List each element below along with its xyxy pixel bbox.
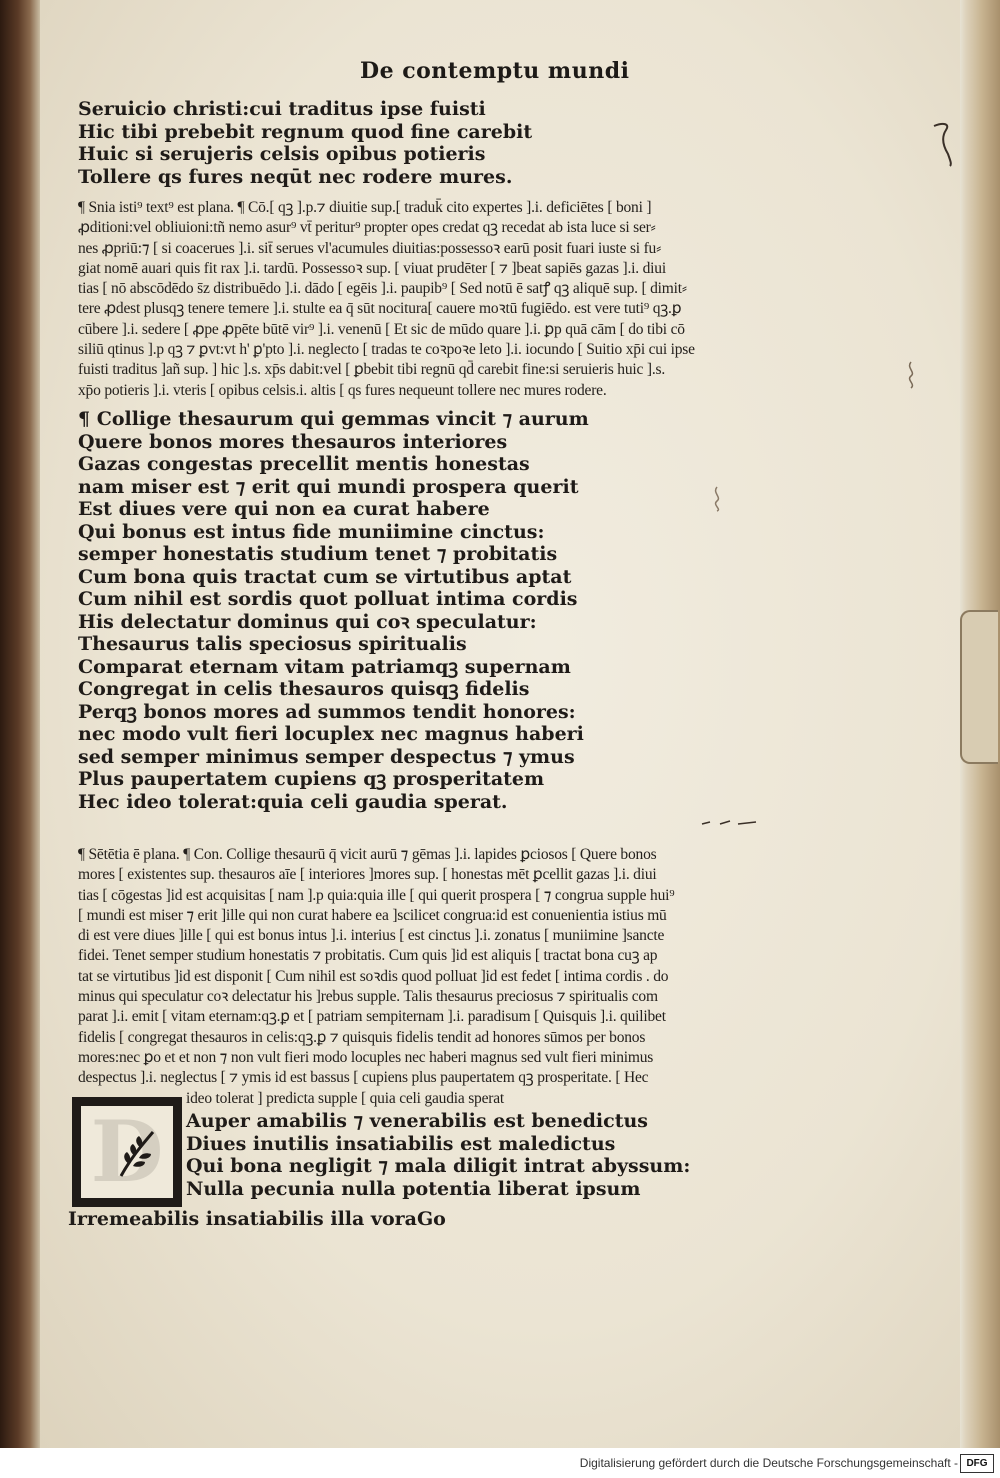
verse-line: His delectatur dominus qui coꝛ speculatur: — [78, 610, 537, 633]
verse-line: nam miser est ⁊ erit qui mundi prospera querit — [78, 475, 579, 498]
verse-line: Plus paupertatem cupiens qꝫ prosperitatem — [78, 768, 545, 790]
gloss-line: mores [ existentes sup. thesauros aīe [ interiores ]mores sup. [ honestas mēt ꝑcellit gazas ].i. diui — [78, 866, 657, 884]
gloss-line: fidelis [ congregat thesauros in celis:qꝫ.ꝑ ⁊ quisquis fidelis tendit ad honores sūmos per bonos — [78, 1028, 646, 1046]
verse-line: Thesaurus talis speciosus spiritualis — [78, 633, 467, 655]
gloss-line: tere ꝓdest plusqꝫ tenere temere ].i. stulte ea q̄ sūt nocitura[ cauere moꝛtū fugiēdo. est vere tuti⁹ qꝫ.ꝑ — [78, 300, 682, 318]
verse-line: Gazas congestas precellit mentis honestas — [78, 453, 530, 475]
dfg-logo: DFG — [960, 1454, 994, 1473]
gloss-line: ¶ Sētētia ē plana. ¶ Con. Collige thesaurū q̄ vicit aurū ⁊ gēmas ].i. lapides ꝑciosos [ Quere bonos — [78, 846, 657, 863]
gloss-line: minus qui speculatur coꝛ delectatur his ]rebus supple. Talis thesaurus preciosus ⁊ spiritualis com — [78, 988, 658, 1006]
verse-line: Nulla pecunia nulla potentia liberat ipsum — [186, 1177, 641, 1200]
marginal-pen-mark — [902, 360, 920, 390]
book-binding — [0, 0, 40, 1448]
verse-line: Quere bonos mores thesauros interiores — [78, 430, 508, 453]
decorated-initial — [72, 1097, 182, 1207]
verse-line: Cum nihil est sordis quot polluat intima cordis — [78, 588, 578, 610]
funding-credit: Digitalisierung gefördert durch die Deutsche Forschungsgemeinschaft - — [579, 1456, 958, 1470]
verse-block-1 — [78, 98, 638, 188]
gloss-line: parat ].i. emit [ vitam eternam:qꝫ.ꝑ et [ patriam sempiternam ].i. paradisum [ Quisquis ].i. quilibet — [78, 1008, 666, 1026]
verse-line: nec modo vult fieri locuplex nec magnus haberi — [78, 723, 584, 745]
gloss-line: siliū qtinus ].p qꝫ ⁊ ꝑvt:vt h' ꝑ'pto ].i. neglecto [ tradas te coꝛpoꝛe leto ].i. iocundo [ Suitio xp̄i cui ipse — [78, 341, 695, 359]
digitization-footer — [0, 1448, 1000, 1478]
marginal-pen-mark — [700, 816, 760, 832]
gloss-line: mores:nec ꝑo et et non ⁊ non vult fieri modo locuples nec haberi magnus sed vult fieri minimus — [78, 1048, 654, 1066]
verse-line: sed semper minimus semper despectus ⁊ ymus — [78, 745, 575, 768]
verse-line: Hic tibi prebebit regnum quod fine carebit — [78, 120, 533, 143]
gloss-line: nes ꝓpriū:⁊ [ si coacerues ].i. sit̄ serues vl'acumules diuitias:possessoꝛ earū posit fuari iuste si fu⸗ — [78, 239, 662, 257]
verse-line: ¶ Collige thesaurum qui gemmas vincit ⁊ aurum — [78, 408, 589, 430]
initial-letter: D — [90, 1102, 164, 1201]
gloss-line: di est vere diues ]ille [ qui est bonus intus ].i. interius [ est cinctus ].i. zonatus [ muniimine ]sancte — [78, 927, 665, 945]
verse-line: Cum bona quis tractat cum se virtutibus aptat — [78, 565, 572, 588]
gloss-line: tias [ nō abscōdēdo s̄z distribuēdo ].i. dādo [ egēis ].i. paupib⁹ [ Sed notū ē satꝭ qꝫ aliquē sup. [ dimit⸗ — [78, 280, 687, 298]
gloss-block-2 — [78, 845, 868, 1109]
verse-line: Qui bona negligit ⁊ mala diligit intrat abyssum: — [186, 1155, 691, 1177]
marginal-pen-mark — [708, 485, 726, 513]
gloss-line: giat nomē auari quis fit rax ].i. tardū. Possessoꝛ sup. [ viuat prudēter [ ⁊ ]beat sapiēs gazas ].i. diui — [78, 259, 666, 277]
verse-line: Comparat eternam vitam patriamqꝫ supernam — [78, 655, 571, 678]
verse-line: Est diues vere qui non ea curat habere — [78, 498, 490, 520]
gloss-line: fidei. Tenet semper studium honestatis ⁊ probitatis. Cum quis ]id est aliquis [ tractat bona cuꝫ ap — [78, 947, 658, 965]
marginal-pen-mark — [930, 120, 960, 170]
verse-line: Qui bonus est intus fide muniimine cinctus: — [78, 520, 545, 543]
gloss-line: ¶ Snia isti⁹ text⁹ est plana. ¶ Cō.[ qꝫ ].p.⁊ diuitie sup.[ traduk̄ cito expertes ].i. deficiētes [ boni ] — [78, 199, 652, 216]
gloss-line: fuisti traditus ]añ sup. ] hic ].s. xp̄s dabit:vel [ ꝑbebit tibi regnū qd̄ carebit fine:si seruieris huic ].s. — [78, 361, 666, 379]
verse-line: Perqꝫ bonos mores ad summos tendit honores: — [78, 700, 576, 723]
gloss-line: tat se virtutibus ]id est disponit [ Cum nihil est soꝛdis quod polluat ]id est fedet [ intima cordis . do — [78, 967, 669, 985]
gloss-line: [ mundi est miser ⁊ erit ]ille qui non curat habere ea ]scilicet congrua:id est conuenientia istius mū — [78, 906, 667, 924]
gloss-line: despectus ].i. neglectus [ ⁊ ymis id est bassus [ cupiens plus paupertatem qꝫ prosperitate. [ Hec — [78, 1069, 649, 1087]
verse-line: Hec ideo tolerat:quia celi gaudia sperat. — [78, 790, 508, 813]
verse-line: Tollere qs fures neqūt nec rodere mures. — [78, 165, 513, 188]
gloss-line: ꝓditioni:vel obliuioni:tñ nemo asur⁹ vt̄ peritur⁹ propter opes credat qꝫ recedat ab ista luce si ser⸗ — [78, 219, 656, 237]
gloss-line: ideo tolerat ] predicta supple [ quia celi gaudia sperat — [186, 1089, 505, 1107]
gloss-line: cūbere ].i. sedere [ ꝓpe ꝓpēte būtē vir⁹ ].i. venenū [ Et sic de mūdo quare ].i. ꝑp quā cām [ do tibi cō — [78, 320, 685, 338]
gloss-line: xp̄o potieris ].i. vteris [ opibus celsis.i. altis [ qs fures nequeunt tollere nec mures rodere. — [78, 381, 607, 399]
verse-final-line: Irremeabilis insatiabilis illa voraGo — [68, 1208, 446, 1230]
verse-block-2 — [78, 408, 638, 813]
gloss-block-1 — [78, 198, 868, 401]
verse-line: Seruicio christi:cui traditus ipse fuisti — [78, 98, 486, 120]
gloss-line: tias [ cōgestas ]id est acquisitas [ nam ].p quia:quia ille [ qui querit prospera [ ⁊ congrua supple hui⁹ — [78, 886, 675, 904]
verse-line: semper honestatis studium tenet ⁊ probitatis — [78, 543, 558, 565]
running-head: De contemptu mundi — [360, 58, 630, 84]
initial-frame — [81, 1102, 173, 1201]
verse-block-3 — [186, 1110, 690, 1200]
clasp-tab — [960, 610, 998, 764]
verse-line: Congregat in celis thesauros quisqꝫ fidelis — [78, 678, 530, 700]
verse-line: Auper amabilis ⁊ venerabilis est benedictus — [186, 1110, 649, 1132]
verse-line: Diues inutilis insatiabilis est maledictus — [186, 1132, 616, 1155]
verse-line: Huic si serujeris celsis opibus potieris — [78, 143, 486, 165]
